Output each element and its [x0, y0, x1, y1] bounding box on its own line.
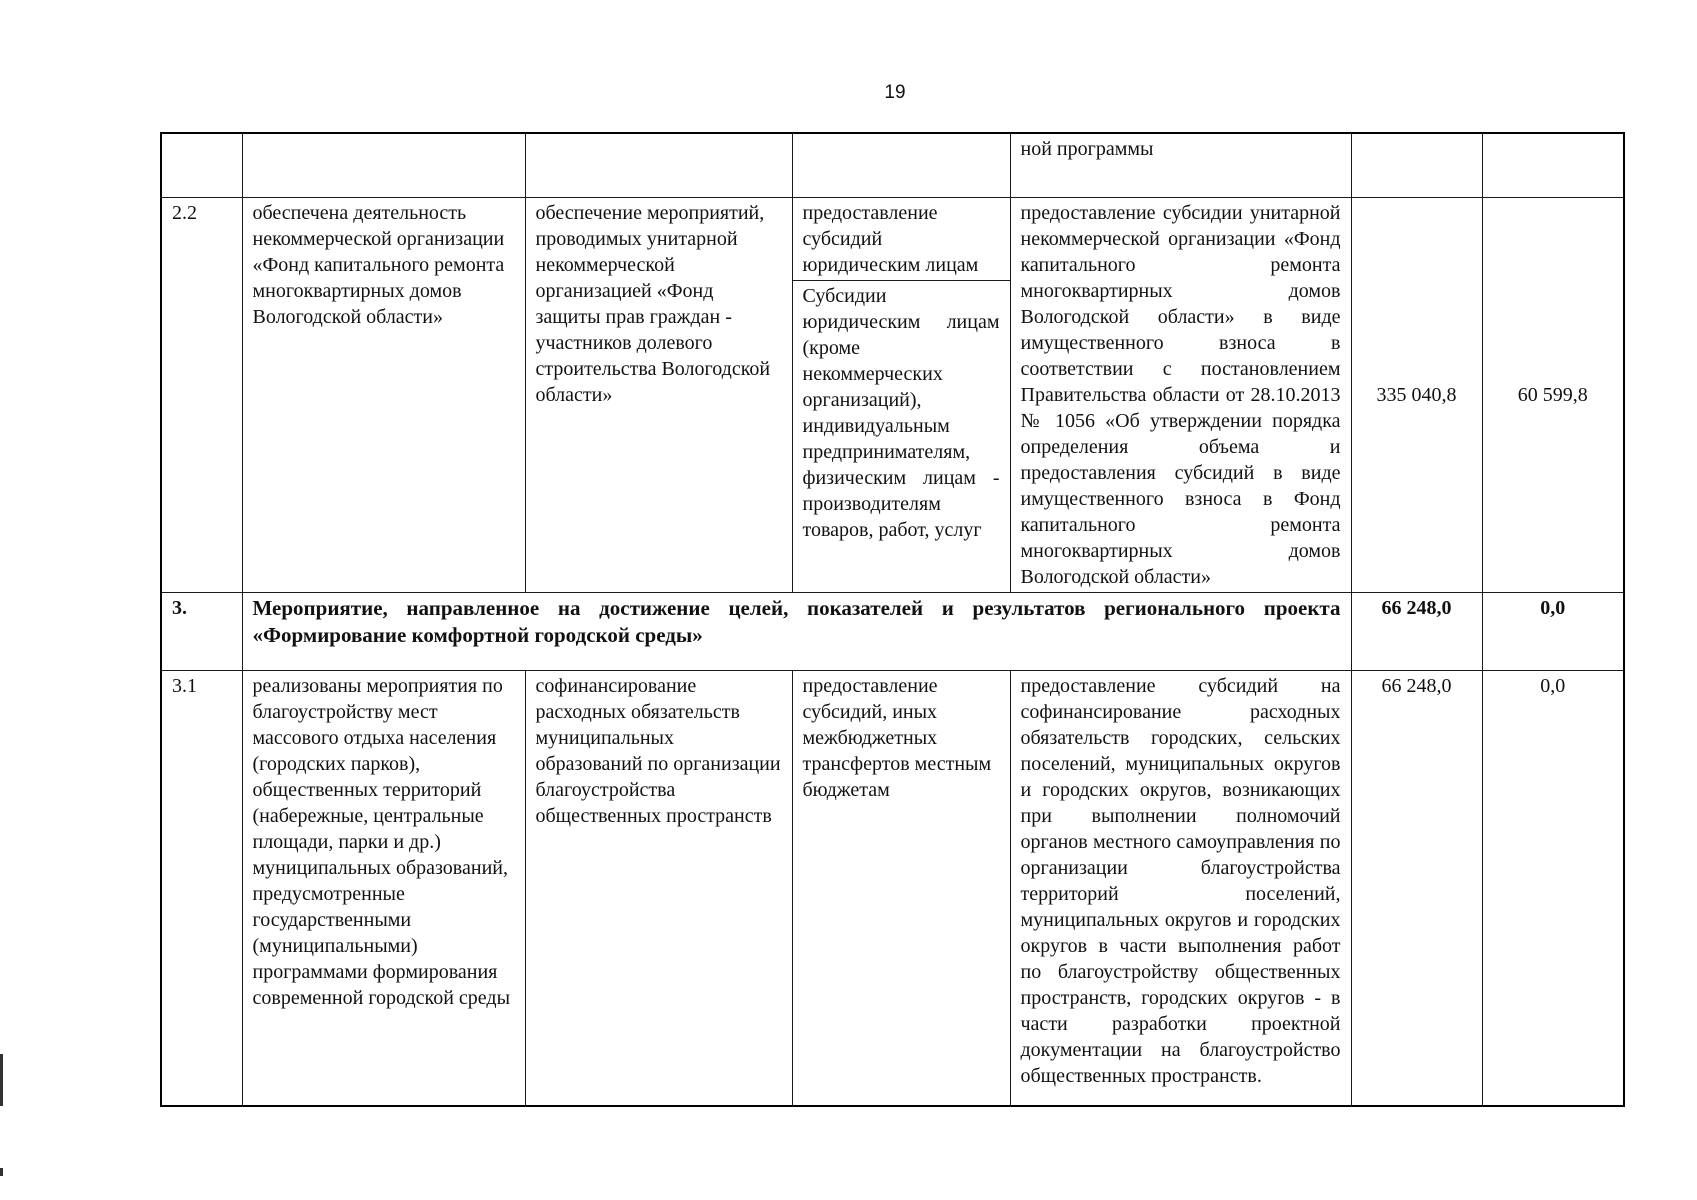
scan-margin-mark: [0, 1054, 3, 1106]
support-type-primary: предоставление субсидий юридическим лицам: [793, 200, 1010, 281]
basis-cell: предоставление субсидии унитарной некоммерческой организации «Фонд капитального ремонта многоквартирных домов Вологодской области» в виде имущественного взноса в соответствии с постановлением Правительства области от 28.10.2013 № 1056 «Об утверждении порядка определения объема и предоставления субсидий в виде имущественного взноса в Фонд капитального ремонта многоквартирных домов Вологодской области»: [1010, 197, 1351, 592]
table-row-2-2: [161, 197, 1624, 592]
cell-amount2-empty: [1482, 133, 1624, 197]
table-row-3-1: [161, 670, 1624, 1106]
basis-cell: предоставление субсидий на софинансирование расходных обязательств городских, сельских поселений, муниципальных округов и городских округов, возникающих при выполнении полномочий органов местного самоуправления по организации благоустройства территорий поселений, муниципальных округов и городских округов в части выполнения работ по благоустройству общественных пространств, городских округов - в части разработки проектной документации на благоустройство общественных пространств.: [1010, 670, 1351, 1106]
row-number: 2.2: [161, 197, 242, 592]
amount-second-cell: 0,0: [1482, 670, 1624, 1106]
page-number: 19: [884, 82, 906, 103]
amount-first-cell: 335 040,8: [1351, 197, 1482, 592]
cell-type-empty: [792, 133, 1010, 197]
support-type-cell: [792, 197, 1010, 592]
support-type-cell: предоставление субсидий, иных межбюджетных трансфертов местным бюджетам: [792, 670, 1010, 1106]
cell-result-empty: [242, 133, 525, 197]
measures-table: [160, 132, 1625, 1107]
support-type-secondary: Субсидии юридическим лицам (кроме некоммерческих организаций), индивидуальным предпринимателям, физическим лицам - производителям товаров, работ, услуг: [802, 284, 1000, 541]
row-number: 3.: [161, 592, 242, 670]
table-row-3: [161, 592, 1624, 670]
scan-margin-mark: [0, 1168, 3, 1176]
amount-first-cell: 66 248,0: [1351, 592, 1482, 670]
amount-second-cell: 0,0: [1482, 592, 1624, 670]
cell-measure-empty: [525, 133, 792, 197]
table-row-continuation: [161, 133, 1624, 197]
row-number: 3.1: [161, 670, 242, 1106]
result-cell: обеспечена деятельность некоммерческой организации «Фонд капитального ремонта многоквартирных домов Вологодской области»: [242, 197, 525, 592]
support-type-split: [793, 200, 1010, 543]
amount-second-cell: 60 599,8: [1482, 197, 1624, 592]
measure-cell: софинансирование расходных обязательств муниципальных образований по организации благоустройства общественных пространств: [525, 670, 792, 1106]
result-cell: реализованы мероприятия по благоустройству мест массового отдыха населения (городских парков), общественных территорий (набережные, центральные площади, парки и др.) муниципальных образований, предусмотренные государственными (муниципальными) программами формирования современной городской среды: [242, 670, 525, 1106]
section-title-cell: Мероприятие, направленное на достижение целей, показателей и результатов регионального проекта «Формирование комфортной городской среды»: [242, 592, 1351, 670]
cell-program-tail: ной программы: [1010, 133, 1351, 197]
measure-cell: обеспечение мероприятий, проводимых унитарной некоммерческой организацией «Фонд защиты прав граждан - участников долевого строительства Вологодской области»: [525, 197, 792, 592]
cell-amount1-empty: [1351, 133, 1482, 197]
cell-num-empty: [161, 133, 242, 197]
amount-first-cell: 66 248,0: [1351, 670, 1482, 1106]
